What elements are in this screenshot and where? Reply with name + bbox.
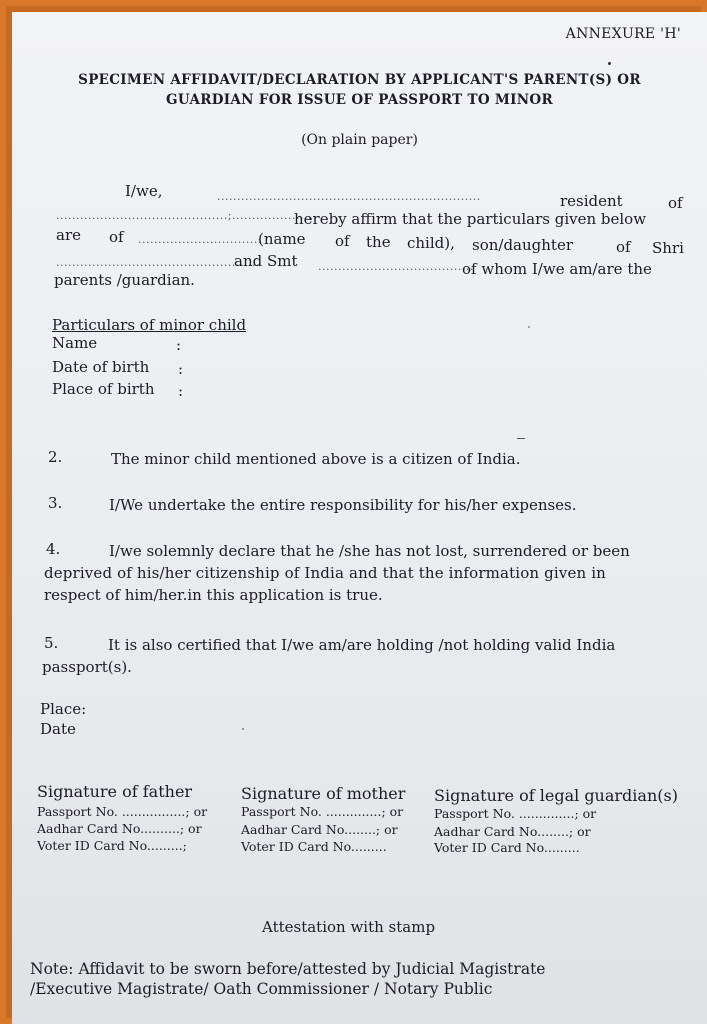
field-label-pob: Place of birth [52, 380, 155, 398]
mother-voter-line: Voter ID Card No......... [241, 839, 387, 854]
father-aadhar-line: Aadhar Card No..........; or [37, 821, 202, 836]
field-colon-name: : [176, 336, 182, 354]
point-3-number: 3. [48, 494, 63, 512]
parents-guardian-text: parents /guardian. [54, 271, 195, 289]
guardian-voter-line: Voter ID Card No......... [434, 840, 580, 855]
son-daughter-text: son/daughter [472, 236, 573, 254]
of-text-4: of [616, 238, 631, 256]
name-text: (name [258, 230, 306, 248]
note-line-2: /Executive Magistrate/ Oath Commissioner / Notary Public [30, 980, 493, 998]
of-text: of [668, 194, 683, 212]
annexure-label: ANNEXURE 'H' [565, 26, 681, 42]
document-title-line-1: SPECIMEN AFFIDAVIT/DECLARATION BY APPLICANT'S PARENT(S) OR [78, 72, 641, 88]
blank-address: ...........................................;.................... [56, 209, 312, 222]
particulars-heading: Particulars of minor child [52, 316, 247, 334]
are-text: are [56, 226, 81, 244]
guardian-aadhar-line: Aadhar Card No........; or [434, 824, 591, 839]
child-text: child), [407, 234, 455, 252]
paper-speck [528, 326, 530, 328]
whom-text: of whom I/we am/are the [462, 260, 652, 278]
blank-father-name: ................................................... [56, 256, 260, 269]
hereby-text: hereby affirm that the particulars given below [294, 210, 647, 228]
date-label: Date [40, 720, 76, 738]
of-text-3: of [335, 232, 350, 250]
field-label-name: Name [52, 334, 98, 352]
field-colon-dob: : [178, 360, 184, 378]
document-subtitle: (On plain paper) [301, 132, 418, 148]
father-voter-line: Voter ID Card No.........; [37, 838, 187, 853]
place-label: Place: [40, 700, 87, 718]
point-5-text-line-2: passport(s). [42, 658, 132, 676]
paper-speck [608, 62, 611, 65]
shri-text: Shri [652, 239, 684, 257]
point-4-number: 4. [46, 540, 61, 558]
blank-name-applicant: .................................................................. [217, 190, 481, 203]
point-3-text: I/We undertake the entire responsibility for his/her expenses. [109, 496, 577, 514]
point-4-text-line-3: respect of him/her.in this application is true. [44, 586, 383, 604]
mother-passport-line: Passport No. ..............; or [241, 804, 404, 819]
iwe-text: I/we, [125, 182, 163, 200]
field-label-dob: Date of birth [52, 358, 150, 376]
mother-aadhar-line: Aadhar Card No........; or [241, 822, 398, 837]
blank-mother-name: ....................................... [318, 260, 474, 273]
paper-speck [242, 728, 244, 730]
document-title-line-2: GUARDIAN FOR ISSUE OF PASSPORT TO MINOR [166, 92, 553, 108]
point-5-text-line-1: It is also certified that I/we am/are holding /not holding valid India [108, 636, 616, 654]
note-line-1: Note: Affidavit to be sworn before/attested by Judicial Magistrate [30, 960, 546, 978]
signature-father-heading: Signature of father [37, 782, 193, 801]
signature-guardian-heading: Signature of legal guardian(s) [434, 786, 678, 805]
guardian-passport-line: Passport No. ..............; or [434, 806, 597, 821]
paper-speck [517, 438, 525, 439]
point-2-text: The minor child mentioned above is a citizen of India. [111, 450, 521, 468]
field-colon-pob: : [178, 382, 184, 400]
blank-child-name: ............................... [138, 233, 262, 246]
signature-mother-heading: Signature of mother [241, 784, 406, 803]
the-text: the [366, 233, 391, 251]
affidavit-document [12, 12, 707, 1024]
point-4-text-line-2: deprived of his/her citizenship of India and that the information given in [44, 564, 606, 582]
and-smt-text: and Smt [234, 252, 298, 270]
point-4-text-line-1: I/we solemnly declare that he /she has not lost, surrendered or been [109, 542, 630, 560]
point-2-number: 2. [48, 448, 63, 466]
attestation-label: Attestation with stamp [262, 918, 436, 936]
of-text-2: of [109, 228, 124, 246]
point-5-number: 5. [44, 634, 59, 652]
father-passport-line: Passport No. ................; or [37, 804, 208, 819]
resident-text: resident [560, 192, 623, 210]
